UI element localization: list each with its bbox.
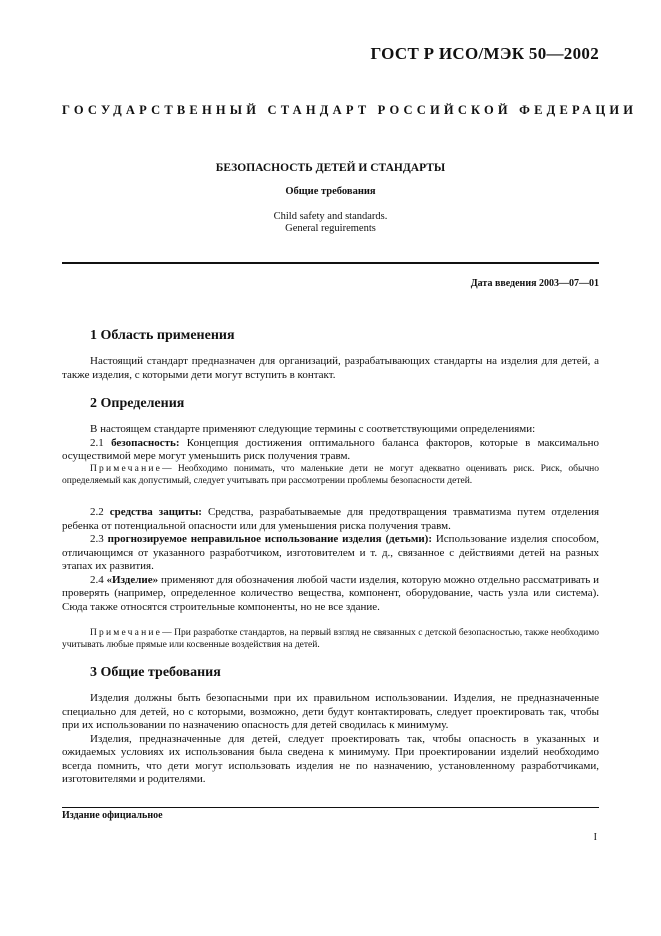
introduction-date: Дата введения 2003—07—01: [470, 278, 599, 289]
official-edition-label: Издание официальное: [62, 810, 163, 821]
note-2: [62, 627, 599, 651]
definition-number: 2.1: [90, 436, 104, 449]
definition-number: 2.3: [90, 533, 104, 545]
definition-text: Использование изделия способом, отличающимся от указанного разработчиком, изготовителем и т. д., связанное с действиями детей на разных этапах их развития.: [62, 533, 600, 572]
note-1: [62, 463, 599, 487]
definition-2-1: [62, 437, 599, 464]
section-1-body: [62, 355, 599, 382]
note-text: — Необходимо понимать, что маленькие дети не могут адекватно оценивать риск. Риск, обычно определяемый как допустимый, следует учитывать при рассмотрении проблемы безопасности детей.: [62, 464, 599, 486]
section-3-body: [62, 692, 599, 787]
definition-2-3: [62, 533, 599, 574]
section-3-paragraph-1: Изделия должны быть безопасными при их правильном использовании. Изделия, не предназначенные специально для детей, но с которыми, возможно, дети будут контактировать, следует проектировать так, чтобы при их использовании по назначению опасность для детей сводилась к минимуму.: [62, 692, 599, 731]
header-divider: [62, 262, 599, 264]
definitions-intro: В настоящем стандарте применяют следующие термины с соответствующими определениями:: [90, 423, 536, 435]
definition-term: «Изделие»: [106, 573, 159, 586]
state-standard-banner: ГОСУДАРСТВЕННЫЙ СТАНДАРТ РОССИЙСКОЙ ФЕДЕРАЦИИ: [62, 103, 638, 117]
note-label: Примечание: [90, 464, 163, 474]
section-2-definitions: [62, 423, 599, 464]
document-subtitle: Общие требования: [285, 186, 376, 197]
footer-divider: [62, 807, 599, 808]
english-title: [62, 211, 599, 235]
definition-term: прогнозируемое неправильное использование изделия (детьми):: [107, 533, 432, 545]
section-1-heading: 1 Область применения: [90, 328, 235, 343]
english-title-line-2: General reguirements: [285, 223, 376, 234]
note-label: Примечание: [90, 628, 163, 638]
document-title: БЕЗОПАСНОСТЬ ДЕТЕЙ И СТАНДАРТЫ: [215, 162, 446, 174]
definition-2-2: [62, 506, 599, 533]
definition-text: применяют для обозначения любой части изделия, которую можно отдельно рассматривать и проверять (например, определенное количество вещества, компонент, оборудование, часть узла или система). Сюда также относятся строительные компоненты, но не все здание.: [62, 573, 599, 613]
definition-text: Средства, разрабатываемые для предотвращения травматизма путем отделения ребенка от потенциальной опасности или для уменьшения риска получения травм.: [62, 506, 600, 532]
section-3-paragraph-2: Изделия, предназначенные для детей, следует проектировать так, чтобы опасность в указанных и ожидаемых условиях их использования была сведена к минимуму. При проектировании изделий необходимо всегда помнить, что дети могут использовать изделия не по назначению, установленному разработчиками, изготовителями и родителями.: [62, 732, 599, 785]
definition-number: 2.2: [90, 506, 104, 518]
definitions-2-2-to-2-4: [62, 506, 599, 614]
section-2-heading: 2 Определения: [90, 396, 185, 411]
page-number: I: [593, 832, 597, 843]
standard-code: ГОСТ Р ИСО/МЭК 50—2002: [370, 44, 599, 63]
definition-term: средства защиты:: [109, 506, 202, 518]
section-1-paragraph: Настоящий стандарт предназначен для организаций, разрабатывающих стандарты на изделия для детей, а также изделия, с которыми дети могут вступить в контакт.: [62, 355, 599, 381]
english-title-line-1: Child safety and standards.: [273, 211, 388, 222]
definition-text: Концепция достижения оптимального баланса факторов, которые в максимально осуществимой мере могут уменьшить риск получения травм.: [62, 436, 599, 462]
note-text: — При разработке стандартов, на первый взгляд не связанных с детской безопасностью, также необходимо учитывать любые прямые или косвенные воздействия на детей.: [62, 628, 599, 650]
definition-number: 2.4: [90, 573, 104, 586]
section-3-heading: 3 Общие требования: [90, 665, 221, 680]
definition-term: безопасность:: [111, 436, 180, 449]
definition-2-4: [62, 574, 599, 615]
